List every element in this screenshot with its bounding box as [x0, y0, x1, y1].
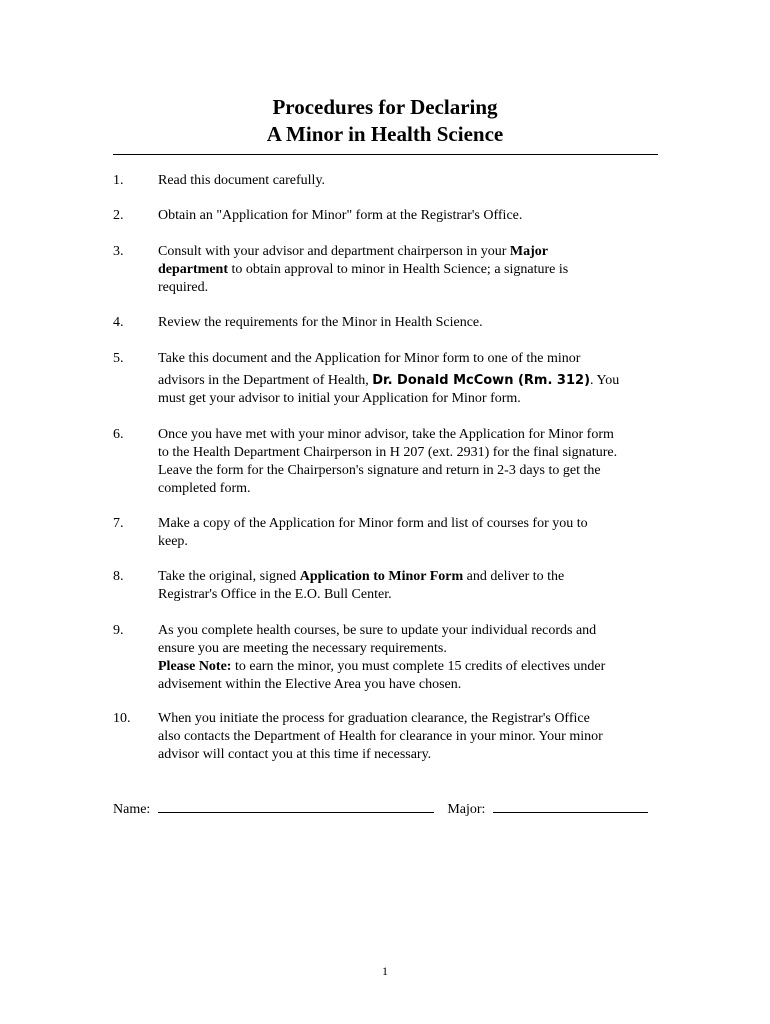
item-text: Consult with your advisor and department chairperson in your Major department to obtain approval to minor in Health Science; a signature is required.: [158, 244, 569, 295]
item-text: Review the requirements for the Minor in Health Science.: [158, 315, 483, 330]
title-line-2: A Minor in Health Science: [266, 122, 504, 146]
item-number: 9.: [113, 623, 124, 638]
item-text: Make a copy of the Application for Minor form and list of courses for you to keep.: [158, 516, 588, 549]
major-field[interactable]: [493, 799, 648, 813]
please-note-label: Please Note:: [158, 659, 232, 674]
item-number: 2.: [113, 208, 124, 223]
name-field[interactable]: [158, 799, 434, 813]
item-text: Read this document carefully.: [158, 173, 326, 188]
major-label: Major:: [447, 802, 486, 817]
item-number: 3.: [113, 244, 124, 259]
item-number: 4.: [113, 315, 124, 330]
item-text: When you initiate the process for graduation clearance, the Registrar's Office also contacts the Department of Health for clearance in your minor. Your minor advisor will contact you at this time if necessary.: [158, 711, 603, 762]
item-text: Once you have met with your minor advisor, take the Application for Minor form to the Health Department Chairperson in H 207 (ext. 2931) for the final signature. Leave the form for the Chairperson's signature and return in 2-3 days to get the completed form.: [158, 427, 618, 496]
item-number: 10.: [113, 711, 131, 726]
item-number: 6.: [113, 427, 124, 442]
advisor-name: Dr. Donald McCown (Rm. 312): [372, 373, 591, 388]
title-line-1: Procedures for Declaring: [272, 95, 498, 119]
item-number: 7.: [113, 516, 124, 531]
item-number: 5.: [113, 351, 124, 366]
page-number: 1: [382, 964, 388, 978]
title-divider: [113, 154, 658, 155]
item-text: Take this document and the Application for Minor form to one of the minor advisors in the Department of Health, Dr. Donald McCown (Rm. 312). You must get your advisor to initial your Application for Minor form.: [158, 351, 620, 406]
name-label: Name:: [113, 802, 151, 817]
item-text: Take the original, signed Application to Minor Form and deliver to the Registrar's Office in the E.O. Bull Center.: [158, 569, 565, 602]
item-text: Obtain an "Application for Minor" form at the Registrar's Office.: [158, 208, 523, 223]
item-number: 8.: [113, 569, 124, 584]
item-number: 1.: [113, 173, 124, 188]
signature-row: [113, 799, 648, 819]
item-text: As you complete health courses, be sure to update your individual records and ensure you are meeting the necessary requirements. Please Note: to earn the minor, you must complete 15 credits of electives under advisement within the Elective Area you have chosen.: [158, 623, 606, 692]
